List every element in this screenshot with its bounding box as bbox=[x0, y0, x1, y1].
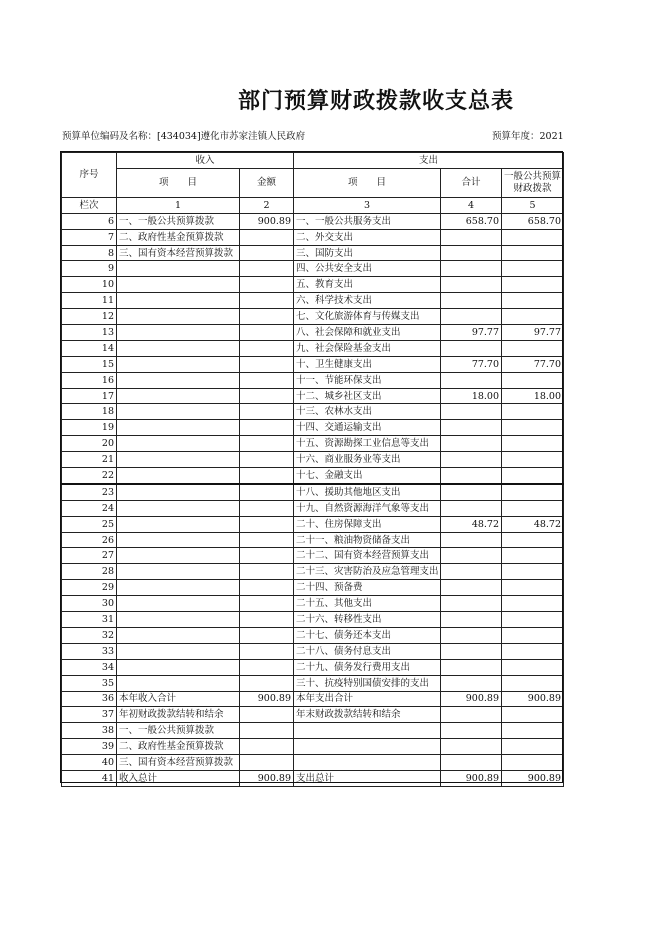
cell-gen bbox=[502, 564, 564, 580]
cell-exp: 二十二、国有资本经营预算支出 bbox=[294, 548, 441, 564]
cell-gen bbox=[502, 739, 564, 755]
cell-seq: 31 bbox=[62, 612, 117, 628]
table-row bbox=[62, 707, 564, 723]
cell-exp: 二十五、其他支出 bbox=[294, 596, 441, 612]
cell-amt bbox=[240, 723, 294, 739]
cell-inc: 三、国有资本经营预算拨款 bbox=[117, 245, 240, 261]
cell-gen bbox=[502, 309, 564, 325]
table-row bbox=[62, 277, 564, 293]
cell-seq: 11 bbox=[62, 293, 117, 309]
cell-inc bbox=[117, 659, 240, 675]
cell-exp: 二十六、转移性支出 bbox=[294, 612, 441, 628]
cell-amt: 900.89 bbox=[240, 691, 294, 707]
cell-exp: 十二、城乡社区支出 bbox=[294, 388, 441, 404]
cell-amt bbox=[240, 229, 294, 245]
cell-exp: 十四、交通运输支出 bbox=[294, 420, 441, 436]
table-row bbox=[62, 484, 564, 500]
table-row bbox=[62, 627, 564, 643]
cell-inc: 二、政府性基金预算拨款 bbox=[117, 739, 240, 755]
table-row bbox=[62, 404, 564, 420]
cell-tot bbox=[441, 675, 502, 691]
cell-seq: 22 bbox=[62, 468, 117, 484]
cell-seq: 25 bbox=[62, 516, 117, 532]
cell-tot bbox=[441, 309, 502, 325]
cell-gen bbox=[502, 277, 564, 293]
cell-exp: 年末财政拨款结转和结余 bbox=[294, 707, 441, 723]
header-general-budget: 一般公共预算财政拨款 bbox=[502, 168, 564, 197]
header-total: 合计 bbox=[441, 168, 502, 197]
cell-gen bbox=[502, 468, 564, 484]
cell-seq: 30 bbox=[62, 596, 117, 612]
cell-inc bbox=[117, 277, 240, 293]
cell-seq: 10 bbox=[62, 277, 117, 293]
cell-inc bbox=[117, 468, 240, 484]
cell-inc: 本年收入合计 bbox=[117, 691, 240, 707]
table-row bbox=[62, 548, 564, 564]
cell-amt bbox=[240, 277, 294, 293]
cell-exp bbox=[294, 723, 441, 739]
table-row bbox=[62, 325, 564, 341]
col-index-3: 3 bbox=[294, 197, 441, 213]
cell-seq: 33 bbox=[62, 643, 117, 659]
table-row bbox=[62, 340, 564, 356]
cell-exp: 二、外交支出 bbox=[294, 229, 441, 245]
cell-amt bbox=[240, 420, 294, 436]
cell-gen: 48.72 bbox=[502, 516, 564, 532]
cell-exp: 七、文化旅游体育与传媒支出 bbox=[294, 309, 441, 325]
table-row bbox=[62, 420, 564, 436]
cell-inc: 收入总计 bbox=[117, 770, 240, 786]
cell-inc bbox=[117, 436, 240, 452]
cell-tot bbox=[441, 245, 502, 261]
header-lanci: 栏次 bbox=[62, 197, 117, 213]
cell-inc bbox=[117, 340, 240, 356]
cell-amt bbox=[240, 452, 294, 468]
header-row-1 bbox=[62, 153, 564, 169]
cell-seq: 28 bbox=[62, 564, 117, 580]
cell-amt bbox=[240, 372, 294, 388]
header-income-item: 项 目 bbox=[117, 168, 240, 197]
table-row bbox=[62, 452, 564, 468]
cell-tot: 48.72 bbox=[441, 516, 502, 532]
cell-tot bbox=[441, 659, 502, 675]
cell-gen: 900.89 bbox=[502, 691, 564, 707]
cell-amt bbox=[240, 707, 294, 723]
page-title: 部门预算财政拨款收支总表 bbox=[237, 88, 514, 114]
header-row-2 bbox=[62, 168, 564, 197]
cell-amt bbox=[240, 755, 294, 771]
cell-gen bbox=[502, 340, 564, 356]
cell-exp: 二十三、灾害防治及应急管理支出 bbox=[294, 564, 441, 580]
cell-seq: 27 bbox=[62, 548, 117, 564]
header-amount: 金额 bbox=[240, 168, 294, 197]
cell-amt bbox=[240, 659, 294, 675]
header-seq: 序号 bbox=[62, 153, 117, 198]
cell-gen bbox=[502, 261, 564, 277]
cell-tot: 900.89 bbox=[441, 691, 502, 707]
cell-tot bbox=[441, 723, 502, 739]
cell-seq: 7 bbox=[62, 229, 117, 245]
cell-amt bbox=[240, 325, 294, 341]
cell-inc bbox=[117, 261, 240, 277]
cell-gen bbox=[502, 675, 564, 691]
cell-inc bbox=[117, 643, 240, 659]
cell-inc bbox=[117, 675, 240, 691]
cell-seq: 9 bbox=[62, 261, 117, 277]
cell-inc bbox=[117, 325, 240, 341]
header-expense-item: 项 目 bbox=[294, 168, 441, 197]
table-row bbox=[62, 500, 564, 516]
cell-inc: 二、政府性基金预算拨款 bbox=[117, 229, 240, 245]
cell-inc bbox=[117, 356, 240, 372]
cell-seq: 8 bbox=[62, 245, 117, 261]
cell-tot bbox=[441, 612, 502, 628]
cell-gen: 658.70 bbox=[502, 213, 564, 229]
cell-seq: 35 bbox=[62, 675, 117, 691]
cell-seq: 15 bbox=[62, 356, 117, 372]
table-row bbox=[62, 691, 564, 707]
cell-gen bbox=[502, 484, 564, 500]
cell-amt bbox=[240, 627, 294, 643]
cell-gen bbox=[502, 532, 564, 548]
cell-inc bbox=[117, 452, 240, 468]
cell-exp: 十六、商业服务业等支出 bbox=[294, 452, 441, 468]
cell-amt: 900.89 bbox=[240, 770, 294, 786]
table-row bbox=[62, 532, 564, 548]
cell-exp: 十一、节能环保支出 bbox=[294, 372, 441, 388]
cell-amt bbox=[240, 309, 294, 325]
cell-gen bbox=[502, 723, 564, 739]
header-expense: 支出 bbox=[294, 153, 564, 169]
cell-exp: 九、社会保险基金支出 bbox=[294, 340, 441, 356]
cell-tot bbox=[441, 643, 502, 659]
cell-gen bbox=[502, 548, 564, 564]
cell-tot bbox=[441, 436, 502, 452]
cell-amt bbox=[240, 356, 294, 372]
cell-inc bbox=[117, 580, 240, 596]
cell-seq: 38 bbox=[62, 723, 117, 739]
cell-inc: 三、国有资本经营预算拨款 bbox=[117, 755, 240, 771]
cell-gen bbox=[502, 643, 564, 659]
cell-inc bbox=[117, 532, 240, 548]
cell-exp bbox=[294, 755, 441, 771]
cell-exp: 二十七、债务还本支出 bbox=[294, 627, 441, 643]
cell-seq: 41 bbox=[62, 770, 117, 786]
cell-seq: 40 bbox=[62, 755, 117, 771]
cell-amt bbox=[240, 548, 294, 564]
cell-inc bbox=[117, 388, 240, 404]
cell-inc bbox=[117, 484, 240, 500]
cell-gen bbox=[502, 659, 564, 675]
cell-inc bbox=[117, 404, 240, 420]
cell-tot bbox=[441, 420, 502, 436]
table-row bbox=[62, 436, 564, 452]
cell-seq: 14 bbox=[62, 340, 117, 356]
cell-amt bbox=[240, 388, 294, 404]
table-row bbox=[62, 723, 564, 739]
cell-inc bbox=[117, 564, 240, 580]
cell-amt bbox=[240, 643, 294, 659]
cell-gen bbox=[502, 293, 564, 309]
cell-tot bbox=[441, 404, 502, 420]
cell-tot bbox=[441, 580, 502, 596]
cell-seq: 13 bbox=[62, 325, 117, 341]
cell-exp: 支出总计 bbox=[294, 770, 441, 786]
cell-exp: 六、科学技术支出 bbox=[294, 293, 441, 309]
table-row bbox=[62, 245, 564, 261]
cell-gen bbox=[502, 420, 564, 436]
table-row bbox=[62, 293, 564, 309]
cell-inc bbox=[117, 627, 240, 643]
budget-unit-label: 预算单位编码及名称：[434034]遵化市苏家洼镇人民政府 bbox=[62, 131, 306, 142]
cell-amt bbox=[240, 532, 294, 548]
table-row bbox=[62, 770, 564, 786]
cell-amt bbox=[240, 245, 294, 261]
cell-exp: 二十一、粮油物资储备支出 bbox=[294, 532, 441, 548]
cell-amt bbox=[240, 261, 294, 277]
cell-gen bbox=[502, 612, 564, 628]
cell-tot bbox=[441, 548, 502, 564]
cell-tot: 658.70 bbox=[441, 213, 502, 229]
cell-gen: 97.77 bbox=[502, 325, 564, 341]
cell-exp: 十八、援助其他地区支出 bbox=[294, 484, 441, 500]
cell-inc bbox=[117, 293, 240, 309]
table-row bbox=[62, 659, 564, 675]
cell-amt bbox=[240, 564, 294, 580]
cell-tot bbox=[441, 500, 502, 516]
table-row bbox=[62, 372, 564, 388]
cell-seq: 36 bbox=[62, 691, 117, 707]
cell-gen bbox=[502, 755, 564, 771]
table-row bbox=[62, 580, 564, 596]
cell-gen bbox=[502, 580, 564, 596]
cell-inc bbox=[117, 500, 240, 516]
cell-amt bbox=[240, 468, 294, 484]
cell-seq: 32 bbox=[62, 627, 117, 643]
budget-table bbox=[61, 152, 564, 787]
cell-exp: 十七、金融支出 bbox=[294, 468, 441, 484]
cell-exp: 本年支出合计 bbox=[294, 691, 441, 707]
cell-seq: 19 bbox=[62, 420, 117, 436]
cell-inc: 一、一般公共预算拨款 bbox=[117, 723, 240, 739]
cell-gen bbox=[502, 436, 564, 452]
cell-tot: 77.70 bbox=[441, 356, 502, 372]
cell-amt bbox=[240, 404, 294, 420]
cell-tot: 18.00 bbox=[441, 388, 502, 404]
table-row bbox=[62, 596, 564, 612]
table-row bbox=[62, 612, 564, 628]
cell-gen: 18.00 bbox=[502, 388, 564, 404]
cell-exp: 三、国防支出 bbox=[294, 245, 441, 261]
cell-gen: 900.89 bbox=[502, 770, 564, 786]
cell-exp: 四、公共安全支出 bbox=[294, 261, 441, 277]
table-row bbox=[62, 643, 564, 659]
cell-seq: 20 bbox=[62, 436, 117, 452]
cell-tot bbox=[441, 739, 502, 755]
cell-inc bbox=[117, 612, 240, 628]
cell-amt bbox=[240, 500, 294, 516]
cell-seq: 29 bbox=[62, 580, 117, 596]
col-index-4: 4 bbox=[441, 197, 502, 213]
cell-amt bbox=[240, 436, 294, 452]
cell-tot bbox=[441, 596, 502, 612]
cell-tot bbox=[441, 627, 502, 643]
cell-inc bbox=[117, 420, 240, 436]
table-row bbox=[62, 213, 564, 229]
cell-seq: 37 bbox=[62, 707, 117, 723]
table-row bbox=[62, 516, 564, 532]
cell-amt bbox=[240, 612, 294, 628]
cell-amt bbox=[240, 739, 294, 755]
cell-gen bbox=[502, 452, 564, 468]
cell-seq: 23 bbox=[62, 484, 117, 500]
cell-inc bbox=[117, 372, 240, 388]
cell-tot bbox=[441, 277, 502, 293]
header-income: 收入 bbox=[117, 153, 294, 169]
cell-exp: 二十九、债务发行费用支出 bbox=[294, 659, 441, 675]
cell-inc bbox=[117, 309, 240, 325]
cell-amt bbox=[240, 484, 294, 500]
budget-year-label: 预算年度：2021 bbox=[492, 131, 564, 142]
col-index-1: 1 bbox=[117, 197, 240, 213]
cell-tot bbox=[441, 707, 502, 723]
cell-exp: 二十、住房保障支出 bbox=[294, 516, 441, 532]
table-row bbox=[62, 564, 564, 580]
cell-seq: 21 bbox=[62, 452, 117, 468]
cell-exp: 二十八、债务付息支出 bbox=[294, 643, 441, 659]
table-row bbox=[62, 388, 564, 404]
cell-seq: 6 bbox=[62, 213, 117, 229]
cell-exp bbox=[294, 739, 441, 755]
cell-amt: 900.89 bbox=[240, 213, 294, 229]
cell-tot bbox=[441, 293, 502, 309]
col-index-5: 5 bbox=[502, 197, 564, 213]
cell-gen bbox=[502, 404, 564, 420]
column-index-row bbox=[62, 197, 564, 213]
cell-inc: 年初财政拨款结转和结余 bbox=[117, 707, 240, 723]
cell-seq: 34 bbox=[62, 659, 117, 675]
cell-exp: 二十四、预备费 bbox=[294, 580, 441, 596]
cell-exp: 十九、自然资源海洋气象等支出 bbox=[294, 500, 441, 516]
cell-amt bbox=[240, 293, 294, 309]
cell-tot bbox=[441, 755, 502, 771]
cell-tot: 900.89 bbox=[441, 770, 502, 786]
table-row bbox=[62, 229, 564, 245]
cell-exp: 一、一般公共服务支出 bbox=[294, 213, 441, 229]
cell-seq: 18 bbox=[62, 404, 117, 420]
cell-tot bbox=[441, 229, 502, 245]
cell-seq: 16 bbox=[62, 372, 117, 388]
table-row bbox=[62, 739, 564, 755]
cell-tot bbox=[441, 340, 502, 356]
cell-inc bbox=[117, 548, 240, 564]
table-row bbox=[62, 261, 564, 277]
cell-gen bbox=[502, 707, 564, 723]
cell-exp: 三十、抗疫特别国债安排的支出 bbox=[294, 675, 441, 691]
cell-inc bbox=[117, 596, 240, 612]
table-row bbox=[62, 755, 564, 771]
cell-gen: 77.70 bbox=[502, 356, 564, 372]
cell-amt bbox=[240, 596, 294, 612]
cell-gen bbox=[502, 627, 564, 643]
cell-tot bbox=[441, 452, 502, 468]
cell-seq: 17 bbox=[62, 388, 117, 404]
cell-amt bbox=[240, 516, 294, 532]
cell-tot bbox=[441, 532, 502, 548]
cell-tot bbox=[441, 261, 502, 277]
cell-gen bbox=[502, 229, 564, 245]
cell-amt bbox=[240, 340, 294, 356]
cell-gen bbox=[502, 596, 564, 612]
cell-tot: 97.77 bbox=[441, 325, 502, 341]
cell-exp: 八、社会保障和就业支出 bbox=[294, 325, 441, 341]
cell-seq: 12 bbox=[62, 309, 117, 325]
cell-exp: 五、教育支出 bbox=[294, 277, 441, 293]
table-row bbox=[62, 675, 564, 691]
col-index-2: 2 bbox=[240, 197, 294, 213]
cell-exp: 十五、资源勘探工业信息等支出 bbox=[294, 436, 441, 452]
cell-gen bbox=[502, 500, 564, 516]
cell-amt bbox=[240, 580, 294, 596]
table-row bbox=[62, 356, 564, 372]
cell-tot bbox=[441, 372, 502, 388]
cell-gen bbox=[502, 372, 564, 388]
cell-seq: 39 bbox=[62, 739, 117, 755]
cell-tot bbox=[441, 468, 502, 484]
cell-amt bbox=[240, 675, 294, 691]
cell-seq: 24 bbox=[62, 500, 117, 516]
cell-exp: 十三、农林水支出 bbox=[294, 404, 441, 420]
cell-tot bbox=[441, 564, 502, 580]
cell-tot bbox=[441, 484, 502, 500]
cell-inc: 一、一般公共预算拨款 bbox=[117, 213, 240, 229]
table-row bbox=[62, 309, 564, 325]
table-row bbox=[62, 468, 564, 484]
cell-seq: 26 bbox=[62, 532, 117, 548]
cell-gen bbox=[502, 245, 564, 261]
cell-exp: 十、卫生健康支出 bbox=[294, 356, 441, 372]
cell-inc bbox=[117, 516, 240, 532]
